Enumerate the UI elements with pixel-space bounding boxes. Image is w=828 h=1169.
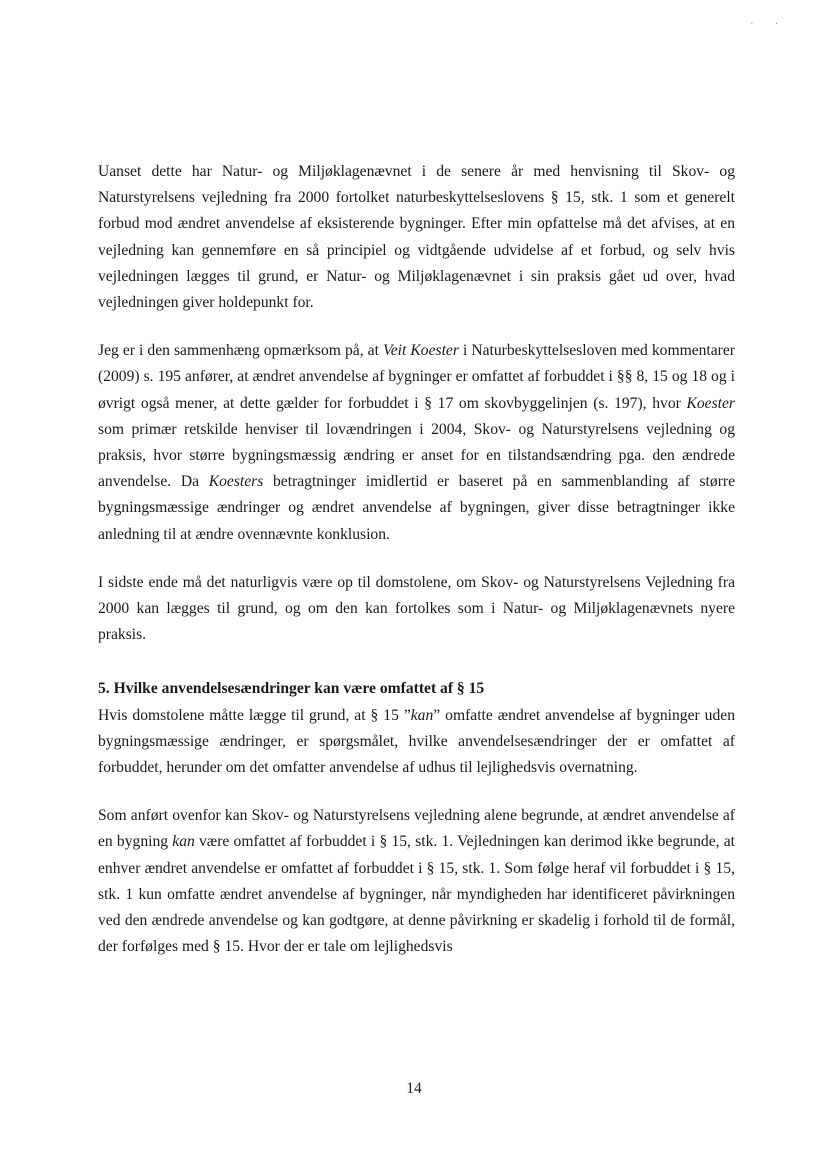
paragraph-2-text: som primær retskilde henviser til lovændringen i 2004, Skov- og Naturstyrelsens vejledning og praksis, hvor større bygningsmæssig ændring er anset for en tilstandsændring pga. den ændrede anvendelse. Da <box>98 420 735 491</box>
paragraph-5-text: være omfattet af forbuddet i § 15, stk. 1. Vejledningen kan derimod ikke begrunde, at enhver ændret anvendelse er omfattet af forbuddet i § 15, stk. 1. Som følge heraf vil forbuddet i § 15, stk. 1 kun omfatte ændret anvendelse af bygninger, når myndigheden har identificeret påvirkningen ved den ændrede anvendelse og kan godtgøre, at denne påvirkning er skadelig i forhold til de formål, der forfølges med § 15. Hvor der er tale om lejlighedsvis <box>98 833 735 956</box>
paragraph-4-text: Hvis domstolene måtte lægge til grund, at § 15 ” <box>98 706 411 724</box>
paragraph-4 <box>98 703 735 782</box>
paragraph-2-text: betragtninger imidlertid er baseret på en sammenblanding af større bygningsmæssige ændringer og ændret anvendelse af bygningen, giver disse betragtninger ikke anledning til at ændre ovennævnte konklusion. <box>98 473 735 543</box>
paragraph-2-text: Jeg er i den sammenhæng opmærksom på, at <box>98 342 383 360</box>
author-name-italic: Koester <box>686 394 735 412</box>
paragraph-5 <box>98 803 735 960</box>
paragraph-2 <box>98 338 735 548</box>
document-page <box>98 159 735 960</box>
author-name-italic: Koesters <box>208 473 264 491</box>
scan-artifact-marks: ˑˑ <box>750 20 800 31</box>
paragraph-3-text: I sidste ende må det naturligvis være op til domstolene, om Skov- og Naturstyrelsens Vejledning fra 2000 kan lægges til grund, og om den kan fortolkes som i Natur- og Miljøklagenævnets nyere praksis. <box>98 573 735 644</box>
page-number: 14 <box>406 1080 422 1097</box>
author-name-italic: Veit Koester <box>382 342 459 360</box>
emphasis-italic: kan <box>410 706 434 724</box>
paragraph-2-text: i Naturbeskyttelsesloven med kommentarer (2009) s. 195 anfører, at ændret anvendelse af bygninger er omfattet af forbuddet i §§ 8, 15 og 18 og i øvrigt også mener, at dette gælder for forbuddet i § 17 om skovbyggelinjen (s. 197), hvor <box>98 342 735 412</box>
emphasis-italic: kan <box>172 833 195 851</box>
paragraph-1-text: Uanset dette har Natur- og Miljøklagenævnet i de senere år med henvisning til Skov- og Naturstyrelsens vejledning fra 2000 fortolket naturbeskyttelseslovens § 15, stk. 1 som et generelt forbud mod ændret anvendelse af eksisterende bygninger. Efter min opfattelse må det afvises, at en vejledning kan gennemføre en så principiel og vidtgående udvidelse af et forbud, og selv hvis vejledningen lægges til grund, er Natur- og Miljøklagenævnet i sin praksis gået ud over, hvad vejledningen giver holdepunkt for. <box>98 163 735 312</box>
paragraph-3 <box>98 570 735 649</box>
paragraph-4-text: ” omfatte ændret anvendelse af bygninger uden bygningsmæssige ændringer, er spørgsmålet, hvilke anvendelsesændringer der er omfattet af forbuddet, herunder om det omfatter anvendelse af udhus til lejlighedsvis overnatning. <box>98 706 735 777</box>
section-heading: 5. Hvilke anvendelsesændringer kan være omfattet af § 15 <box>98 680 485 698</box>
paragraph-5-text: Som anført ovenfor kan Skov- og Naturstyrelsens vejledning alene begrunde, at ændret anvendelse af en bygning <box>98 807 735 851</box>
paragraph-1 <box>98 159 735 316</box>
